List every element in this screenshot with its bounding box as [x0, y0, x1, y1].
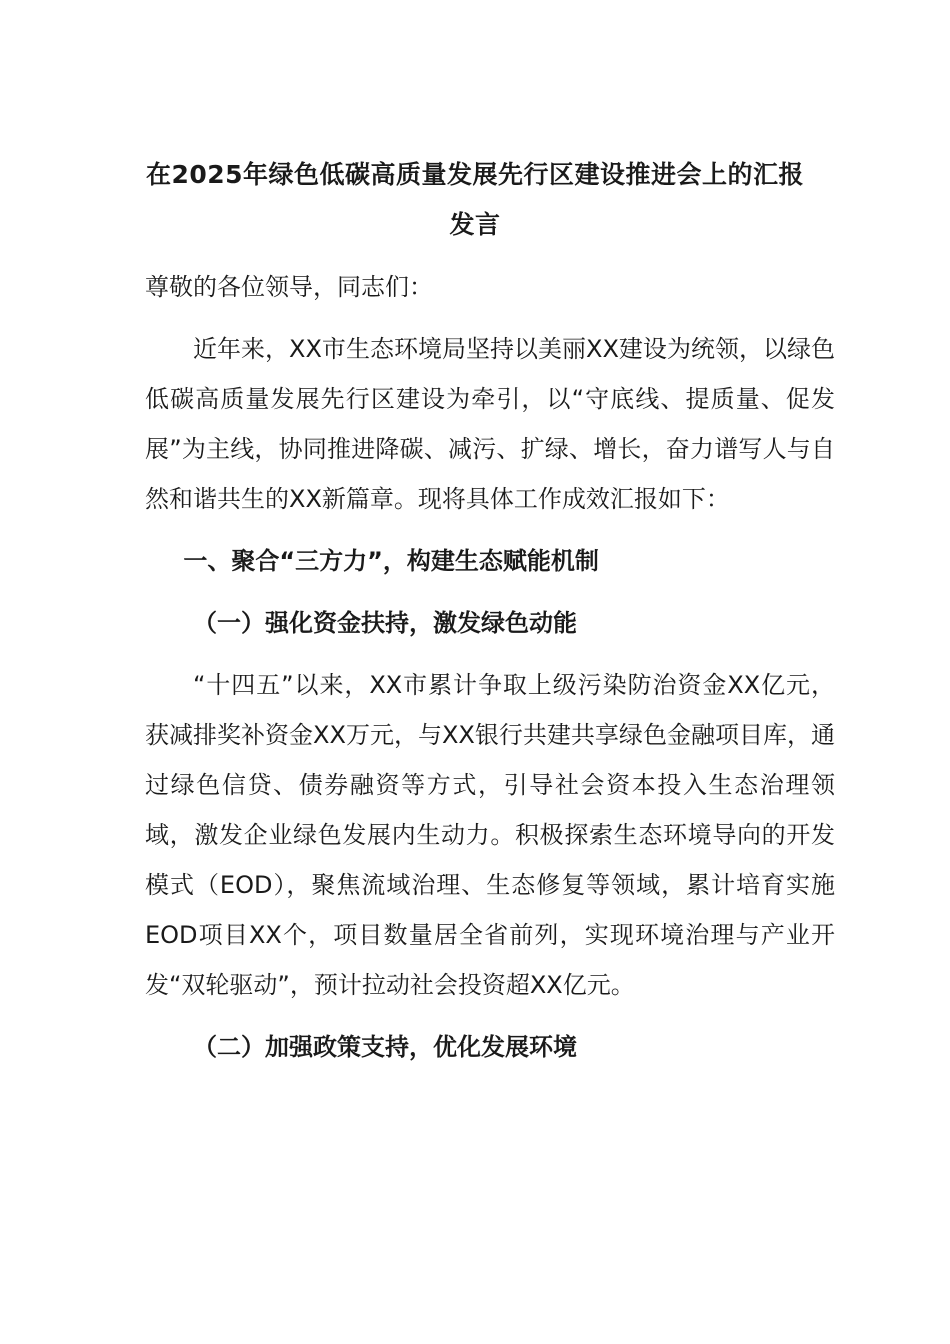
subsection-heading-2: （二）加强政策支持，优化发展环境 — [193, 1033, 577, 1061]
document-title: 在2025年绿色低碳高质量发展先行区建设推进会上的汇报发言 — [145, 160, 805, 239]
document-body — [145, 262, 835, 1072]
intro-paragraph: 近年来，XX市生态环境局坚持以美丽XX建设为统领，以绿色低碳高质量发展先行区建设为牵引，以“守底线、提质量、促发展”为主线，协同推进降碳、减污、扩绿、增长，奋力谱写人与自然和谐共生的XX新篇章。现将具体工作成效汇报如下： — [145, 335, 835, 513]
subsection-1-paragraph: “十四五”以来，XX市累计争取上级污染防治资金XX亿元，获减排奖补资金XX万元，与XX银行共建共享绿色金融项目库，通过绿色信贷、债券融资等方式，引导社会资本投入生态治理领域，激发企业绿色发展内生动力。积极探索生态环境导向的开发模式（EOD），聚焦流域治理、生态修复等领域，累计培育实施EOD项目XX个，项目数量居全省前列，实现环境治理与产业开发“双轮驱动”，预计拉动社会投资超XX亿元。 — [145, 671, 835, 999]
section-heading-1: 一、聚合“三方力”，构建生态赋能机制 — [183, 547, 599, 575]
salutation: 尊敬的各位领导，同志们： — [145, 273, 433, 301]
subsection-heading-1: （一）强化资金扶持，激发绿色动能 — [193, 609, 577, 637]
